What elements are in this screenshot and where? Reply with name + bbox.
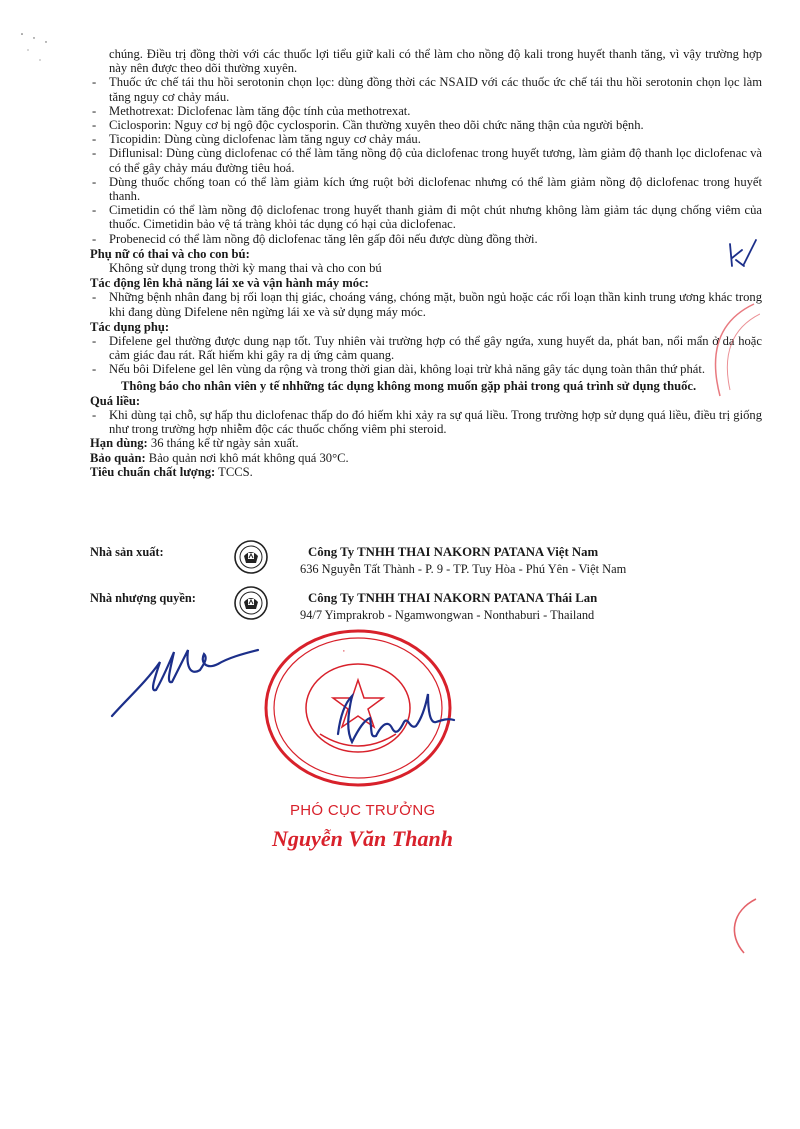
bullet-dash: - — [92, 290, 97, 305]
list-item-text: Thuốc ức chế tái thu hồi serotonin chọn lọc: dùng đồng thời các NSAID với các thuốc ức chế tái thu hồi serotonin chọn lọc làm tăng nguy cơ chảy máu. — [109, 75, 762, 104]
bullet-dash: - — [92, 408, 97, 423]
driving-heading: Tác động lên khả năng lái xe và vận hành máy móc: — [90, 276, 369, 291]
list-item — [90, 104, 762, 118]
company-logo-icon — [233, 539, 269, 575]
bullet-dash: - — [92, 146, 97, 161]
edge-seal-fragment — [720, 895, 760, 955]
list-item — [90, 290, 762, 318]
signature-right — [330, 690, 460, 752]
initials-mark — [722, 236, 760, 272]
list-item-text: Ticopidin: Dùng cùng diclofenac làm tăng nguy cơ chảy máu. — [109, 132, 421, 147]
adverse-effects-notice: Thông báo cho nhân viên y tế nhhững tác dụng không mong muốn gặp phải trong quá trình sử dụng thuốc. — [121, 378, 697, 393]
company-logo-icon — [233, 585, 269, 621]
shelf-life-label: Hạn dùng: — [90, 436, 148, 451]
pregnancy-text: Không sử dụng trong thời kỳ mang thai và cho con bú — [109, 261, 382, 276]
manufacturer-label: Nhà sản xuất: — [90, 545, 164, 559]
shelf-life-line — [90, 436, 762, 450]
leaflet-body — [90, 47, 762, 479]
manufacturer-company: Công Ty TNHH THAI NAKORN PATANA Việt Nam — [308, 545, 599, 559]
signature-left — [108, 640, 278, 720]
bullet-dash: - — [92, 75, 97, 90]
quality-standard-value: TCCS. — [215, 464, 253, 479]
manufacturer-address: 636 Nguyễn Tất Thành - P. 9 - TP. Tuy Hòa - Phú Yên - Việt Nam — [300, 562, 627, 576]
edge-seal-fragment — [700, 300, 760, 400]
bullet-dash: - — [92, 103, 97, 118]
approver-name: Nguyễn Văn Thanh — [272, 826, 453, 851]
interaction-list — [90, 75, 762, 245]
pregnancy-heading: Phụ nữ có thai và cho con bú: — [90, 246, 250, 261]
licensor-label: Nhà nhượng quyền: — [90, 591, 196, 605]
approver-title: PHÓ CỤC TRƯỞNG — [290, 802, 436, 819]
storage-value: Bảo quản nơi khô mát không quá 30°C. — [145, 450, 349, 465]
list-item — [90, 175, 762, 203]
list-item-text: Cimetidin có thể làm nồng độ diclofenac trong huyết thanh giảm đi một chút nhưng không làm giảm tác dụng chống viêm của thuốc. Cimetidin bảo vệ tá tràng khỏi tác dụng có hại của diclofenac. — [109, 203, 762, 232]
licensor-address: 94/7 Yimprakrob - Ngamwongwan - Nonthaburi - Thailand — [300, 608, 595, 622]
list-item-text: Methotrexat: Diclofenac làm tăng độc tính của methotrexat. — [109, 103, 411, 118]
list-item-text: Probenecid có thể làm nồng độ diclofenac tăng lên gấp đôi nếu được dùng đồng thời. — [109, 231, 538, 246]
svg-text:·: · — [342, 645, 346, 657]
scan-specks — [12, 30, 62, 70]
bullet-dash: - — [92, 362, 97, 377]
bullet-dash: - — [92, 118, 97, 133]
list-item — [90, 146, 762, 174]
shelf-life-value: 36 tháng kể từ ngày sản xuất. — [147, 436, 299, 451]
side-effects-heading: Tác dụng phụ: — [90, 319, 170, 334]
list-item — [90, 232, 762, 246]
list-item — [90, 408, 762, 436]
bullet-dash: - — [92, 334, 97, 349]
quality-standard-line — [90, 465, 762, 479]
list-item — [90, 118, 762, 132]
list-item — [90, 334, 762, 362]
list-item — [90, 132, 762, 146]
list-item-text: Nếu bôi Difelene gel lên vùng da rộng và trong thời gian dài, không loại trừ khả năng gây tác dụng toàn thân thứ phát. — [109, 362, 705, 377]
storage-label: Bảo quản: — [90, 450, 146, 465]
list-item — [90, 203, 762, 231]
bullet-dash: - — [92, 174, 97, 189]
list-item — [90, 75, 762, 103]
list-item-text: Những bệnh nhân đang bị rối loạn thị giác, choáng váng, chóng mặt, buồn ngủ hoặc các rối loạn thần kinh trung ương khác trong khi đang dùng Difelene nên ngừng lái xe và sử dụng máy móc. — [109, 290, 762, 319]
list-item-text: Difelene gel thường được dung nạp tốt. Tuy nhiên vài trường hợp có thể gây ngứa, xung huyết da, phát ban, nổi mẩn ở da hoặc cảm giác đau rát. Rất hiếm khi gây ra dị ứng cảm quang. — [109, 334, 762, 363]
list-item-text: Ciclosporin: Nguy cơ bị ngộ độc cyclosporin. Cần thường xuyên theo dõi chức năng thận của người bệnh. — [109, 118, 644, 133]
overdose-heading: Quá liều: — [90, 393, 141, 408]
bullet-dash: - — [92, 203, 97, 218]
licensor-company: Công Ty TNHH THAI NAKORN PATANA Thái Lan — [308, 591, 598, 605]
list-item-text: Dùng thuốc chống toan có thể làm giảm kích ứng ruột bởi diclofenac nhưng có thể làm giảm nồng độ diclofenac trong huyết thanh. — [109, 174, 762, 204]
intro-paragraph: chúng. Điều trị đồng thời với các thuốc lợi tiểu giữ kali có thể làm cho nồng độ kali trong huyết thanh tăng, vì vậy trường hợp này nên được theo dõi thường xuyên. — [109, 47, 762, 76]
list-item-text: Khi dùng tại chỗ, sự hấp thu diclofenac thấp do đó hiếm khi xảy ra sự quá liều. Trong trường hợp sử dụng quá liều, điều trị giống như trong trường hợp nhiễm độc các thuốc chống viêm phi steroid. — [109, 408, 762, 437]
list-item — [90, 362, 762, 376]
bullet-dash: - — [92, 132, 97, 147]
bullet-dash: - — [92, 231, 97, 246]
list-item-text: Diflunisal: Dùng cùng diclofenac có thể làm tăng nồng độ của diclofenac trong huyết tương, làm giảm độ thanh lọc diclofenac và có thể gây chảy máu đường tiêu hoá. — [109, 146, 762, 175]
quality-standard-label: Tiêu chuẩn chất lượng: — [90, 464, 216, 479]
storage-line — [90, 451, 762, 465]
